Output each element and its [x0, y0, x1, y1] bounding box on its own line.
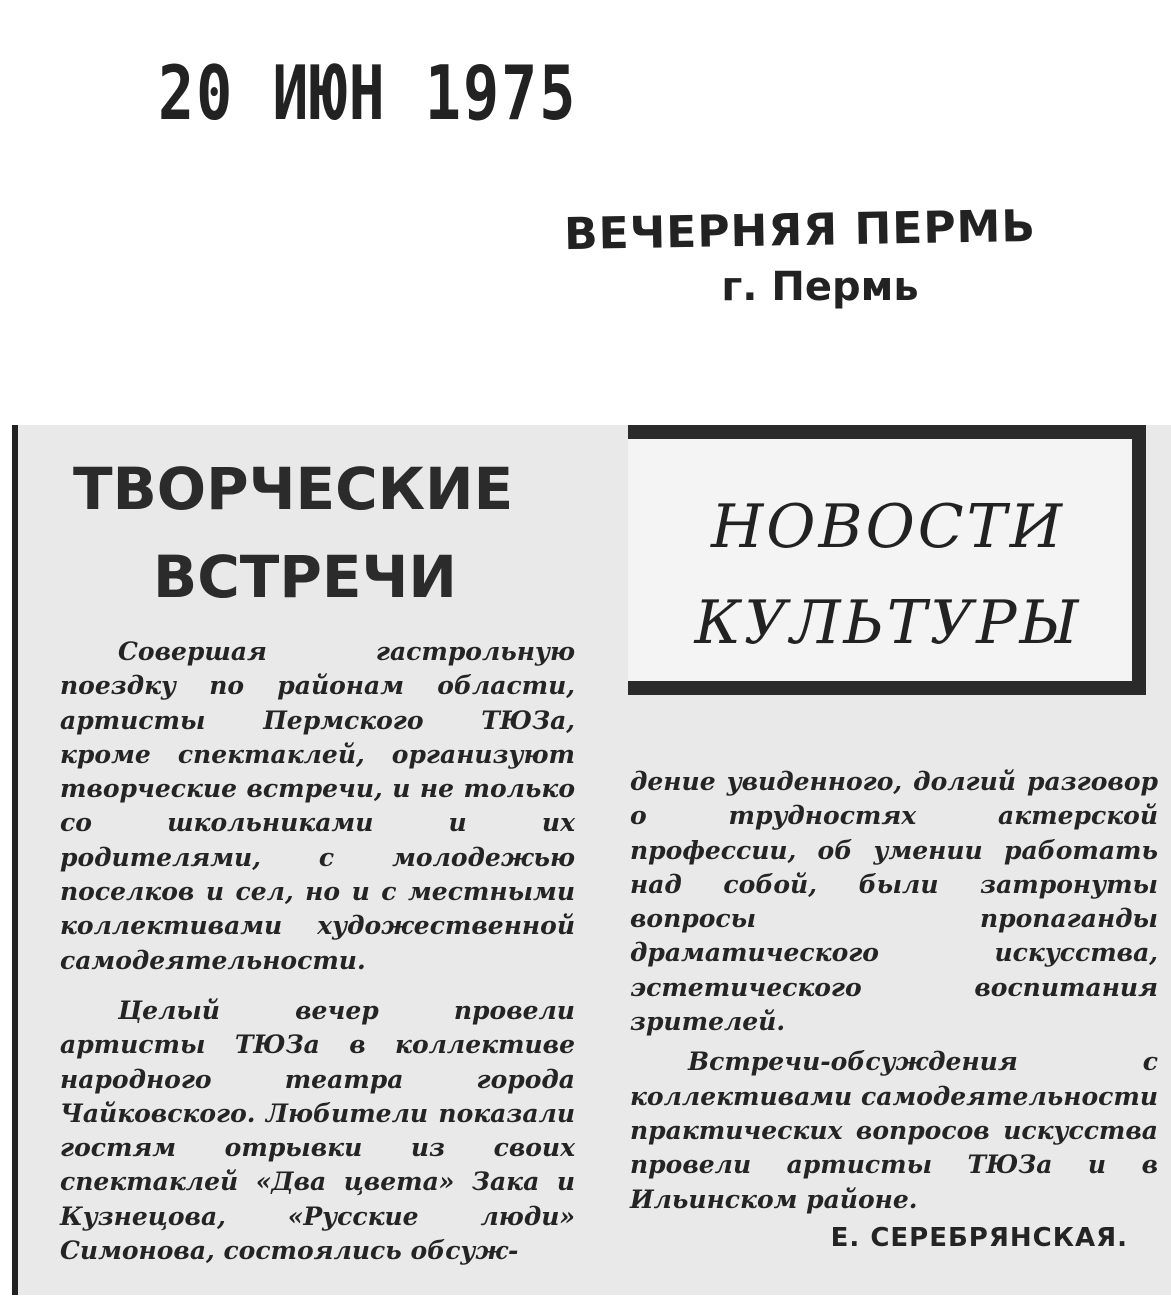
article-paragraph-2-end: дение увиденного, долгий разговор о трудностях актерской профессии, об умении работать над собой, были затронуты вопросы пропаганды драматического искусства, эстетического воспитания зрителей.	[630, 767, 1158, 1037]
newspaper-clipping	[12, 425, 1171, 1295]
headline-line-2: ВСТРЕЧИ	[153, 543, 457, 611]
article-paragraph-2-start: Целый вечер провели артисты ТЮЗа в коллективе народного театра города Чайковского. Любители показали гостям отрывки из своих спектаклей «Два цвета» Зака и Кузнецова, «Русские люди» Симонова, состоялись обсуж-	[60, 995, 575, 1266]
rubric-line-1: НОВОСТИ	[710, 492, 1066, 562]
article-author: Е. СЕРЕБРЯНСКАЯ.	[830, 1222, 1128, 1253]
rubric-line-2: КУЛЬТУРЫ	[694, 588, 1082, 658]
article-column-left	[60, 635, 575, 1268]
article-paragraph-1: Совершая гастрольную поездку по районам области, артисты Пермского ТЮЗа, кроме спектаклей, организуют творческие встречи, и не только со школьниками и их родителями, с молодежью поселков и сел, но и с местными коллективами художественной самодеятельности.	[60, 637, 575, 975]
article-headline	[73, 445, 573, 621]
article-paragraph-3: Встречи-обсуждения с коллективами самодеятельности практических вопросов искусства провели артисты ТЮЗа и в Ильинском районе.	[630, 1047, 1158, 1214]
headline-line-1: ТВОРЧЕСКИЕ	[73, 455, 514, 523]
article-column-right	[630, 765, 1158, 1255]
newspaper-name: ВЕЧЕРНЯЯ ПЕРМЬ	[563, 200, 1037, 261]
rubric-box	[628, 425, 1146, 695]
archive-date-stamp: 20 ИЮН 1975	[158, 50, 578, 138]
rubric-title	[658, 479, 1118, 671]
newspaper-stamp	[530, 200, 1070, 310]
newspaper-city: г. Пермь	[721, 264, 919, 310]
